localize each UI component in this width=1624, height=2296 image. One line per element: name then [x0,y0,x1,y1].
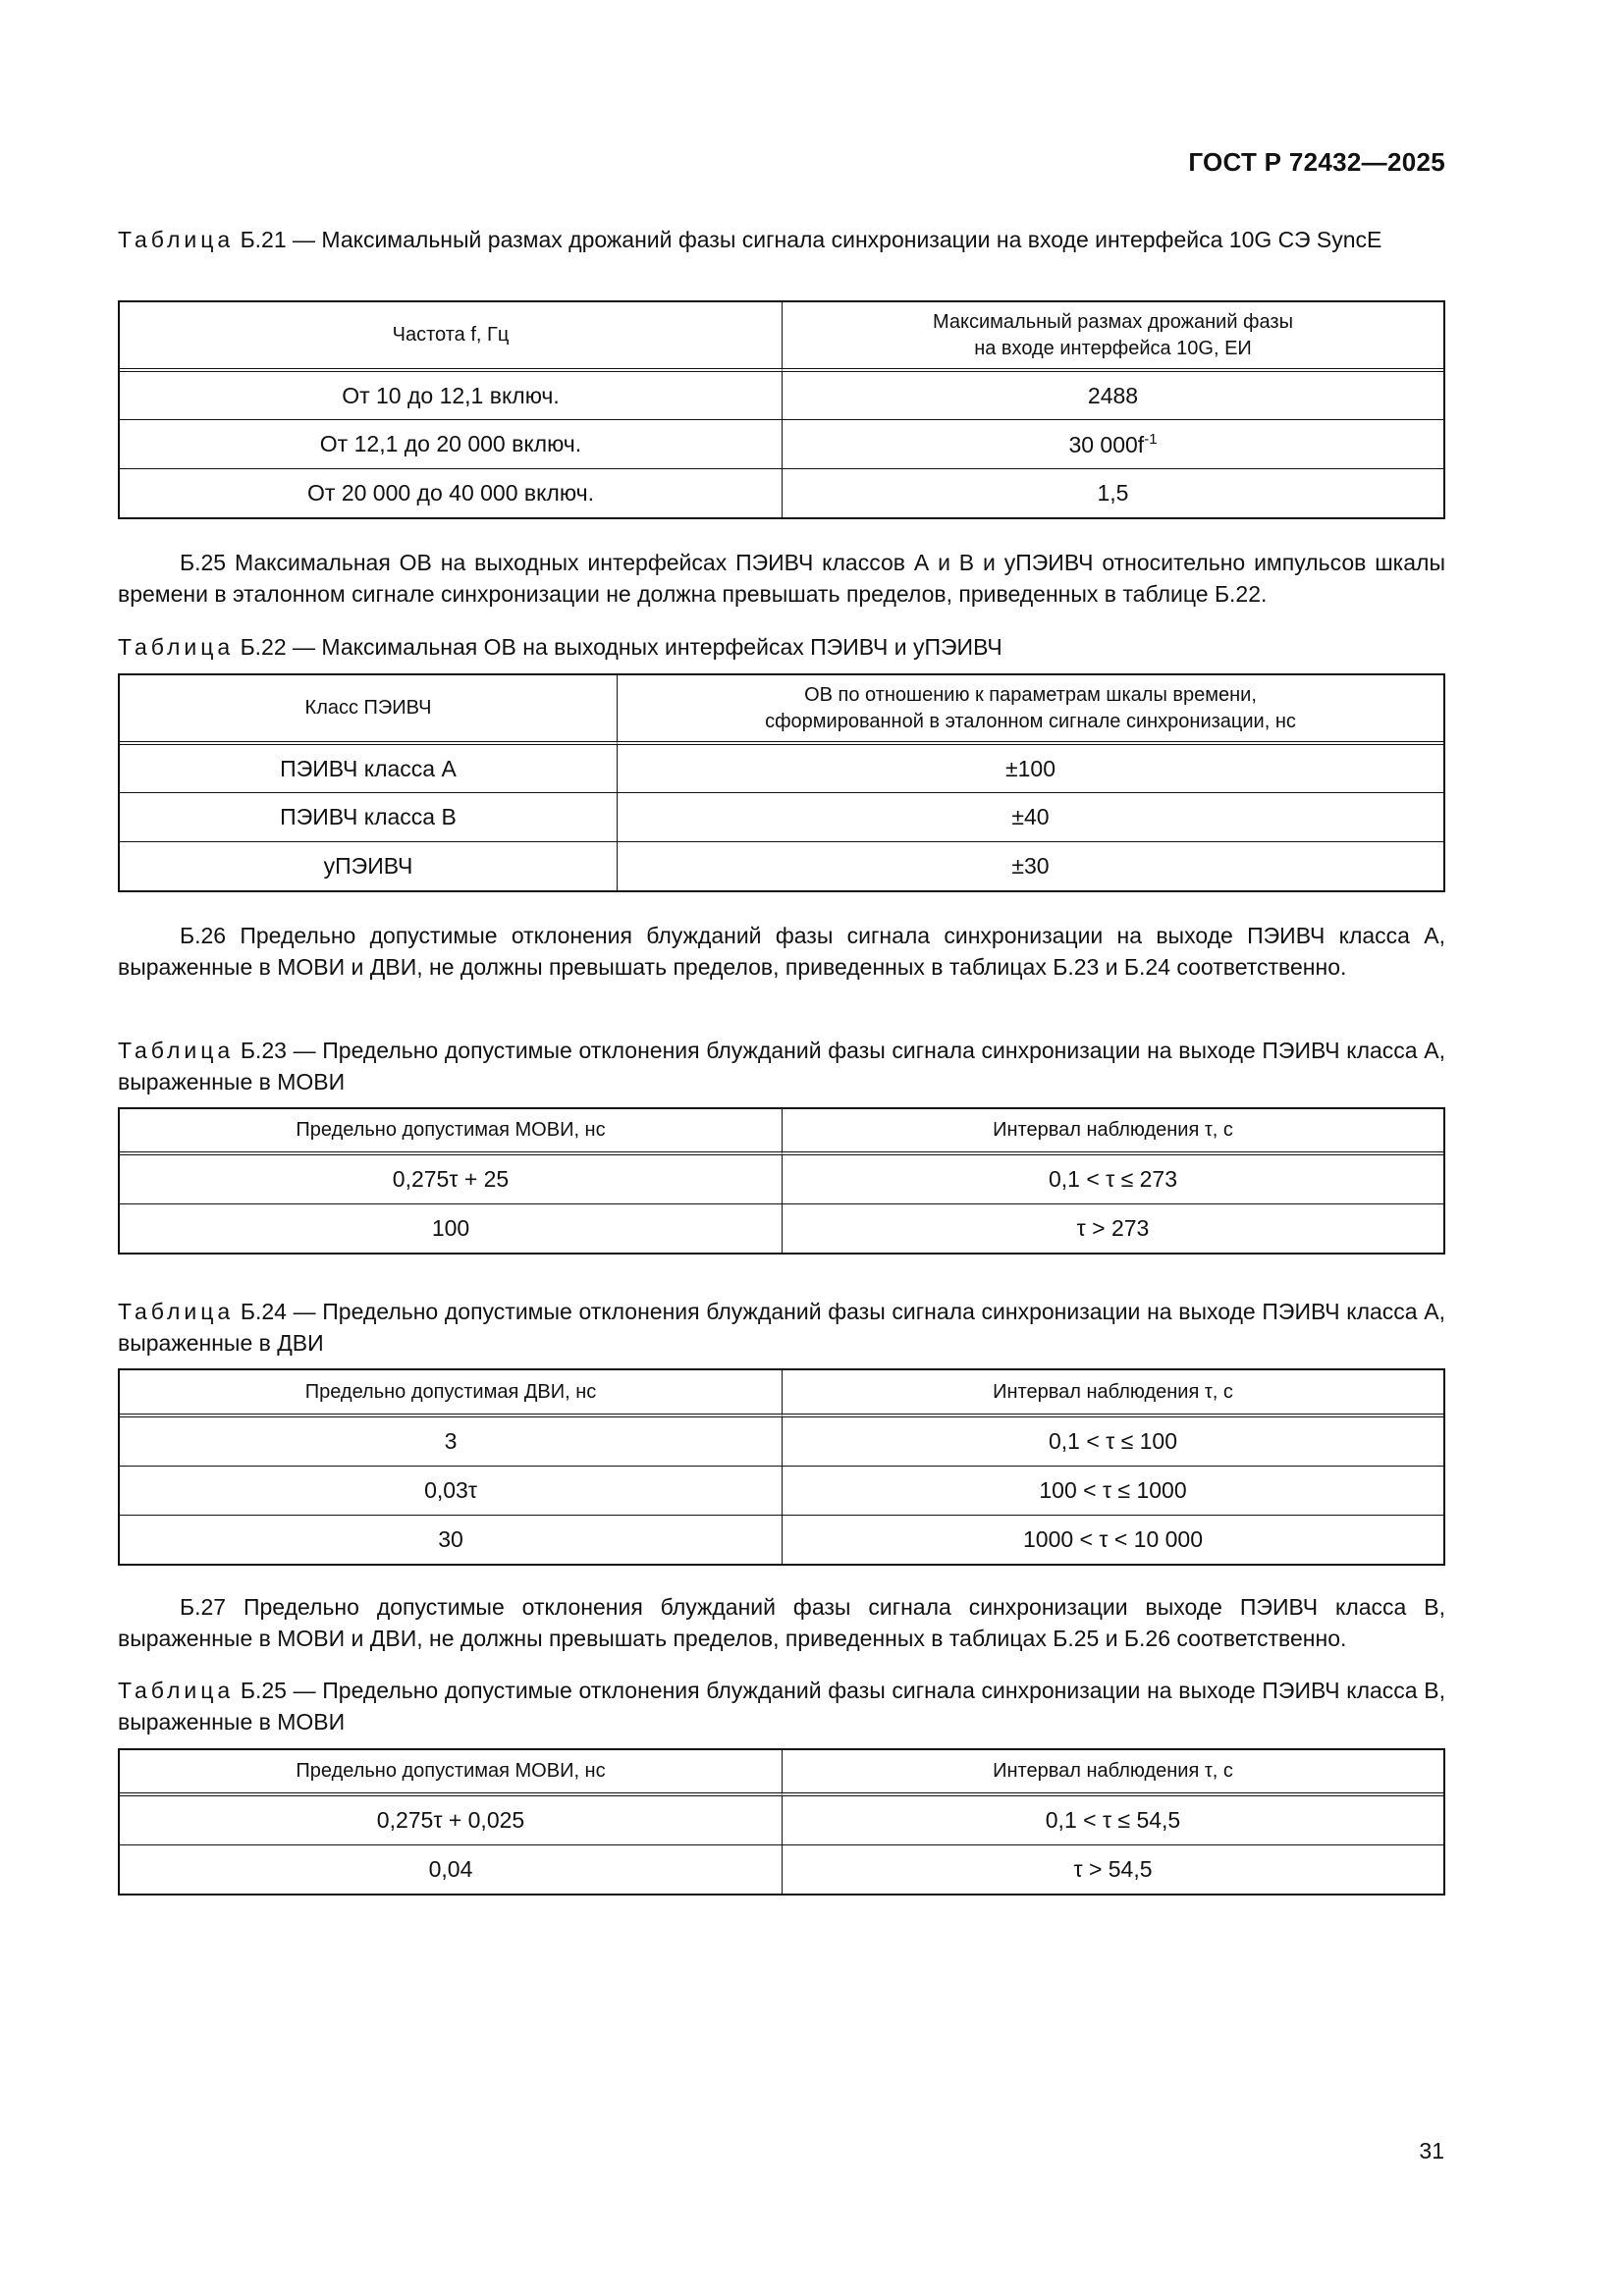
table-title: Б.22 — Максимальная ОВ на выходных интерфейсах ПЭИВЧ и уПЭИВЧ [240,634,1002,660]
table-cell: 0,275τ + 0,025 [120,1796,783,1845]
table-cell: От 12,1 до 20 000 включ. [120,420,783,469]
table-cell: ПЭИВЧ класса А [120,745,618,793]
table-cell: ±40 [618,793,1443,842]
page-number: 31 [1419,2138,1444,2163]
table-cell: От 10 до 12,1 включ. [120,372,783,420]
document-id: ГОСТ Р 72432—2025 [1188,147,1445,177]
table-label: Таблица [118,1678,235,1703]
table-header-cell: ОВ по отношению к параметрам шкалы времени, сформированной в эталонном сигнале синхронизации, нс [618,675,1443,745]
table-b24 [118,1368,1445,1566]
table-label: Таблица [118,634,235,660]
table-cell: 2488 [783,372,1443,420]
table-header-cell: Частота f, Гц [120,302,783,372]
table-label: Таблица [118,227,235,252]
table-header-cell: Интервал наблюдения τ, с [783,1750,1443,1796]
table-cell: ±100 [618,745,1443,793]
table-cell: ±30 [1011,853,1050,879]
table-cell: 0,1 < τ ≤ 100 [783,1417,1443,1467]
table-b25 [118,1748,1445,1896]
table-cell: 0,1 < τ ≤ 273 [783,1155,1443,1204]
table-cell: 1000 < τ < 10 000 [1022,1526,1204,1552]
table-cell: 0,1 < τ ≤ 54,5 [783,1796,1443,1845]
table-title: Б.25 — Предельно допустимые отклонения блужданий фазы сигнала синхронизации на выходе ПЭИВЧ класса В, выраженные в МОВИ [118,1678,1445,1735]
table-b21-caption [118,224,1445,255]
table-cell: 100 < τ ≤ 1000 [783,1467,1443,1516]
table-cell: 0,275τ + 25 [120,1155,783,1204]
table-cell: 30 [120,1516,783,1564]
table-cell: ПЭИВЧ класса В [120,793,618,842]
table-title: Б.21 — Максимальный размах дрожаний фазы сигнала синхронизации на входе интерфейса 10G СЭ SyncE [240,227,1382,252]
table-header-cell: Интервал наблюдения τ, с [783,1109,1443,1155]
table-cell: 1,5 [1097,480,1129,506]
table-cell: уПЭИВЧ [120,842,618,890]
table-b23-caption [118,1035,1445,1097]
table-b23 [118,1107,1445,1255]
table-label: Таблица [118,1038,235,1063]
table-b21 [118,300,1445,519]
table-cell: 0,03τ [120,1467,783,1516]
table-header-cell: Максимальный размах дрожаний фазы на входе интерфейса 10G, ЕИ [783,302,1443,372]
table-cell: 100 [120,1204,783,1253]
table-cell: 30 $000f^{-1}$ [783,420,1443,469]
paragraph-b27: Б.27 Предельно допустимые отклонения блужданий фазы сигнала синхронизации выходе ПЭИВЧ класса В, выраженные в МОВИ и ДВИ, не должны превышать пределов, приведенных в таблицах Б.25 и Б.26 соответственно. [118,1594,1445,1651]
table-b22-caption [118,631,1445,663]
paragraph-b26: Б.26 Предельно допустимые отклонения блужданий фазы сигнала синхронизации на выходе ПЭИВЧ класса А, выраженные в МОВИ и ДВИ, не должны превышать пределов, приведенных в таблицах Б.23 и Б.24 соответственно. [118,923,1445,980]
table-title: Б.23 — Предельно допустимые отклонения блужданий фазы сигнала синхронизации на выходе ПЭИВЧ класса А, выраженные в МОВИ [118,1038,1445,1095]
table-b25-caption [118,1675,1445,1737]
table-label: Таблица [118,1299,235,1324]
table-b24-caption [118,1296,1445,1359]
table-b22 [118,673,1445,892]
table-header-cell: Класс ПЭИВЧ [120,675,618,745]
table-cell: τ > 54,5 [1073,1856,1153,1882]
table-header-cell: Предельно допустимая ДВИ, нс [120,1370,783,1417]
table-title: Б.24 — Предельно допустимые отклонения блужданий фазы сигнала синхронизации на выходе ПЭИВЧ класса А, выраженные в ДВИ [118,1299,1445,1356]
table-cell: 3 [120,1417,783,1467]
table-cell: От 20 000 до 40 000 включ. [120,469,783,517]
table-header-cell: Предельно допустимая МОВИ, нс [120,1750,783,1796]
table-cell: τ > 273 [1076,1215,1150,1241]
table-header-cell: Предельно допустимая МОВИ, нс [120,1109,783,1155]
paragraph-b25: Б.25 Максимальная ОВ на выходных интерфейсах ПЭИВЧ классов А и В и уПЭИВЧ относительно импульсов шкалы времени в эталонном сигнале синхронизации не должна превышать пределов, приведенных в таблице Б.22. [118,550,1445,607]
table-header-cell: Интервал наблюдения τ, с [783,1370,1443,1417]
table-cell: 0,04 [120,1845,783,1894]
